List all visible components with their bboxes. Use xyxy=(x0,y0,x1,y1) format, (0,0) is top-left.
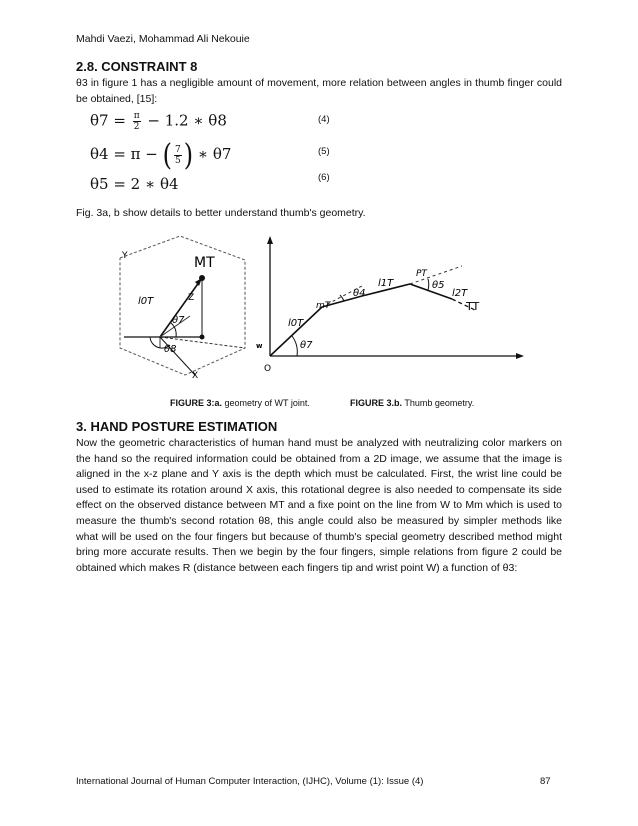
equation-4 xyxy=(90,111,227,132)
l1t-label: l1T xyxy=(378,278,394,289)
pt-label: PT xyxy=(416,269,427,279)
equation-4-number: (4) xyxy=(318,114,330,125)
figure-3b-diagram xyxy=(252,234,527,379)
footer-journal: International Journal of Human Computer Interaction, (IJHC), Volume (1): Issue (4) xyxy=(76,776,424,787)
figure-3b-caption-text: Thumb geometry. xyxy=(402,398,475,408)
mt-label: MT xyxy=(194,255,215,271)
theta7-label: θ7 xyxy=(300,340,313,351)
equation-5-lhs: θ4 = π − xyxy=(90,145,163,163)
running-header: Mahdi Vaezi, Mohammad Ali Nekouie xyxy=(76,33,250,45)
section-heading-constraint-8: 2.8. CONSTRAINT 8 xyxy=(76,59,198,74)
mt-point xyxy=(199,275,205,281)
theta5-arc xyxy=(428,279,429,290)
mt-label: mT xyxy=(316,301,331,311)
l2t-label: l2T xyxy=(452,288,468,299)
equation-4-fraction xyxy=(133,111,141,132)
left-paren: ( xyxy=(162,137,173,173)
page-number: 87 xyxy=(540,776,551,787)
mt-vector xyxy=(160,278,202,337)
equation-5-numerator: 7 xyxy=(175,144,181,155)
equation-5-number: (5) xyxy=(318,146,330,157)
right-paren: ) xyxy=(183,137,194,173)
section-heading-hand-posture: 3. HAND POSTURE ESTIMATION xyxy=(76,419,278,434)
equation-5-rest: ∗ θ7 xyxy=(193,145,232,163)
equation-5-fraction xyxy=(174,145,182,166)
vertical-axis-arrowhead xyxy=(267,236,273,244)
figure-3a-caption xyxy=(170,398,310,408)
figure-3a-caption-label: FIGURE 3:a. xyxy=(170,398,223,408)
equation-4-denominator: 2 xyxy=(133,122,140,132)
horizontal-axis-arrowhead xyxy=(516,353,524,359)
equation-6 xyxy=(90,175,179,193)
figure-intro-sentence: Fig. 3a, b show details to better understand thumb's geometry. xyxy=(76,207,366,219)
y-axis-label: Y xyxy=(122,251,128,261)
equation-4-lhs: θ7 = xyxy=(90,111,131,130)
origin-label: O xyxy=(264,364,272,374)
equation-6-lhs: θ5 = 2 ∗ θ4 xyxy=(90,175,179,193)
theta7-label: θ7 xyxy=(172,315,185,326)
figure-3a-caption-text: geometry of WT joint. xyxy=(222,398,310,408)
z-axis-label: Z xyxy=(188,293,195,303)
theta7-arc xyxy=(292,336,297,356)
x-axis-line xyxy=(160,337,195,375)
equation-4-rest: − 1.2 ∗ θ8 xyxy=(142,111,227,130)
theta4-label: θ4 xyxy=(353,288,366,299)
equation-5-denominator: 5 xyxy=(175,155,181,166)
tt-label: TT xyxy=(466,300,480,313)
figure-3b-caption xyxy=(350,398,474,408)
equation-6-number: (6) xyxy=(318,172,330,183)
lot-label: l0T xyxy=(138,296,154,307)
hand-posture-paragraph: Now the geometric characteristics of human hand must be analyzed with neutralizing color markers on the hand so the required information could be obtained from a 2D image, we assume that the image is aligned in the x-z plane and Y axis is the depth which must be calculated. First, the wrist line could be used to estimate its rotation around X axis, this rotational degree is also needed to compensate its side effect on the observed distance between MT and a fixe point on the line from W to Mm which is used to measure the thumb's second rotation θ8, this angle could also be measured by simpler methods like what will be used on the four fingers but because of thumb's special geometry described method might bring more accurate results. Then we begin by the four fingers, simple relations from figure 2 could be obtained which makes R (distance between each fingers tip and wrist point W) a function of θ3: xyxy=(76,437,562,574)
figure-3a-diagram xyxy=(110,230,260,380)
base-point xyxy=(200,335,205,340)
figure-3b-caption-label: FIGURE 3.b. xyxy=(350,398,403,408)
lot-label: l0T xyxy=(288,318,304,329)
w-label: w xyxy=(256,342,263,350)
constraint-intro-paragraph: θ3 in figure 1 has a negligible amount of movement, more relation between angles in thumb finger could be obtained, [15]: xyxy=(76,77,562,105)
equation-4-numerator: π xyxy=(133,111,140,121)
equation-5 xyxy=(90,137,232,173)
theta5-label: θ5 xyxy=(432,280,445,291)
theta8-label: θ8 xyxy=(164,344,177,355)
x-axis-label: X xyxy=(192,371,199,380)
